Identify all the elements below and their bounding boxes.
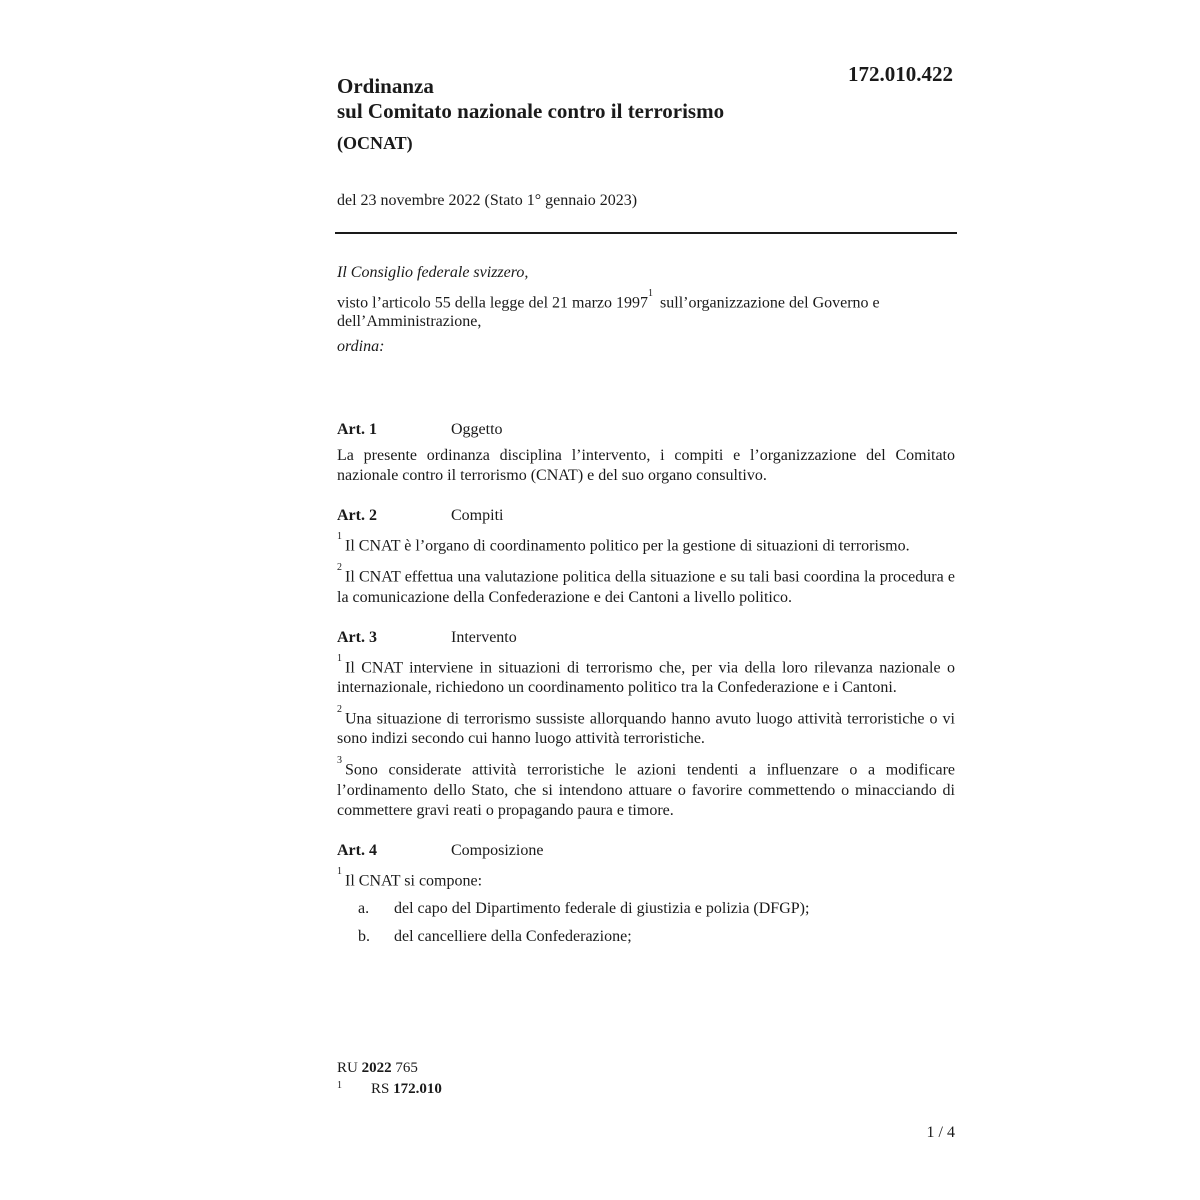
list-item-letter: a.: [358, 899, 370, 917]
paragraph-text: Sono considerate attività terroristiche le azioni tendenti a influenzare o a modificare l’ordinamento dello Stato, che si intendono attuare o favorire commettendo o minacciando di commettere gravi reati o propagando paura e timore.: [337, 761, 955, 819]
article-heading: Oggetto: [451, 421, 503, 438]
article-number: Art. 3: [337, 628, 377, 646]
ru-year: 2022: [361, 1060, 392, 1076]
sr-number: 172.010.422: [848, 62, 953, 86]
article-paragraph: [337, 705, 955, 749]
article-number: Art. 2: [337, 507, 377, 524]
ru-prefix: RU: [337, 1060, 358, 1076]
list-item-letter: b.: [358, 927, 370, 945]
footnote-1: [337, 1079, 442, 1100]
preamble-basis: [337, 289, 957, 331]
paragraph-text: Il CNAT interviene in situazioni di terrorismo che, per via della loro rilevanza nazionale o internazionale, richiedono un coordinamento politico tra la Confederazione e i Cantoni.: [337, 658, 955, 696]
article-paragraph: [337, 654, 955, 698]
rs-number: 172.010: [393, 1081, 442, 1097]
ru-page: 765: [395, 1060, 418, 1076]
footnote-reference[interactable]: 1: [648, 288, 654, 299]
article-paragraph: [337, 563, 955, 607]
article-heading: Compiti: [451, 507, 504, 524]
article-header: [337, 841, 955, 861]
preamble-authority: Il Consiglio federale svizzero,: [337, 264, 529, 281]
title-line: Ordinanza: [337, 74, 434, 98]
paragraph-text: La presente ordinanza disciplina l’intervento, i compiti e l’organizzazione del Comitato nazionale contro il terrorismo (CNAT) e del suo organo consultivo.: [337, 447, 955, 484]
article-header: [337, 420, 955, 440]
list-item-text: del capo del Dipartimento federale di giustizia e polizia (DFGP);: [394, 899, 810, 917]
article-paragraph: [337, 446, 955, 486]
title-abbreviation: (OCNAT): [337, 133, 413, 153]
paragraph-number: 2: [337, 703, 342, 715]
paragraph-number: 2: [337, 562, 342, 574]
article: [337, 628, 955, 821]
article-paragraph: [337, 532, 955, 556]
footnotes: [337, 1058, 442, 1100]
date-line: del 23 novembre 2022 (Stato 1° gennaio 2023): [337, 192, 638, 209]
rs-prefix: RS: [371, 1081, 390, 1097]
title-line: sul Comitato nazionale contro il terrorismo: [337, 99, 725, 123]
list-item-text: del cancelliere della Confederazione;: [394, 927, 632, 945]
article-number: Art. 4: [337, 841, 377, 859]
article-number: Art. 1: [337, 421, 377, 438]
paragraph-text: Il CNAT si compone:: [345, 871, 483, 889]
preamble-enacting: ordina:: [337, 338, 385, 356]
article-header: [337, 628, 955, 648]
preamble-basis-text: sull’organizzazione del Governo e dell’Amministrazione,: [337, 294, 880, 331]
document-page: [337, 58, 957, 1158]
footnote-mark: 1: [337, 1080, 342, 1091]
preamble: [337, 263, 957, 356]
list-item: [337, 899, 955, 919]
header-divider: [335, 232, 957, 234]
paragraph-number: 3: [337, 755, 342, 767]
article-paragraph: [337, 756, 955, 820]
article-header: [337, 506, 955, 526]
paragraph-number: 1: [337, 652, 342, 664]
article: [337, 506, 955, 608]
paragraph-number: 1: [337, 531, 342, 542]
paragraph-number: 1: [337, 865, 342, 877]
paragraph-text: Il CNAT è l’organo di coordinamento politico per la gestione di situazioni di terrorismo.: [345, 537, 910, 555]
paragraph-text: Una situazione di terrorismo sussiste allorquando hanno avuto luogo attività terroristiche o vi sono indizi secondo cui hanno luogo attività terroristiche.: [337, 710, 955, 748]
article: [337, 420, 955, 486]
footnote-text: [371, 1079, 442, 1100]
list-item: [337, 927, 955, 947]
title-block: [337, 74, 817, 154]
article-paragraph: [337, 867, 955, 891]
article-heading: Composizione: [451, 841, 544, 859]
page-number: 1 / 4: [926, 1124, 955, 1141]
preamble-basis-text: visto l’articolo 55 della legge del 21 marzo 1997: [337, 294, 649, 312]
article: [337, 841, 955, 947]
article-heading: Intervento: [451, 628, 517, 646]
paragraph-text: Il CNAT effettua una valutazione politica della situazione e su tali basi coordina la procedura e la comunicazione della Confederazione e dei Cantoni a livello politico.: [337, 568, 955, 606]
articles-container: [337, 420, 955, 967]
